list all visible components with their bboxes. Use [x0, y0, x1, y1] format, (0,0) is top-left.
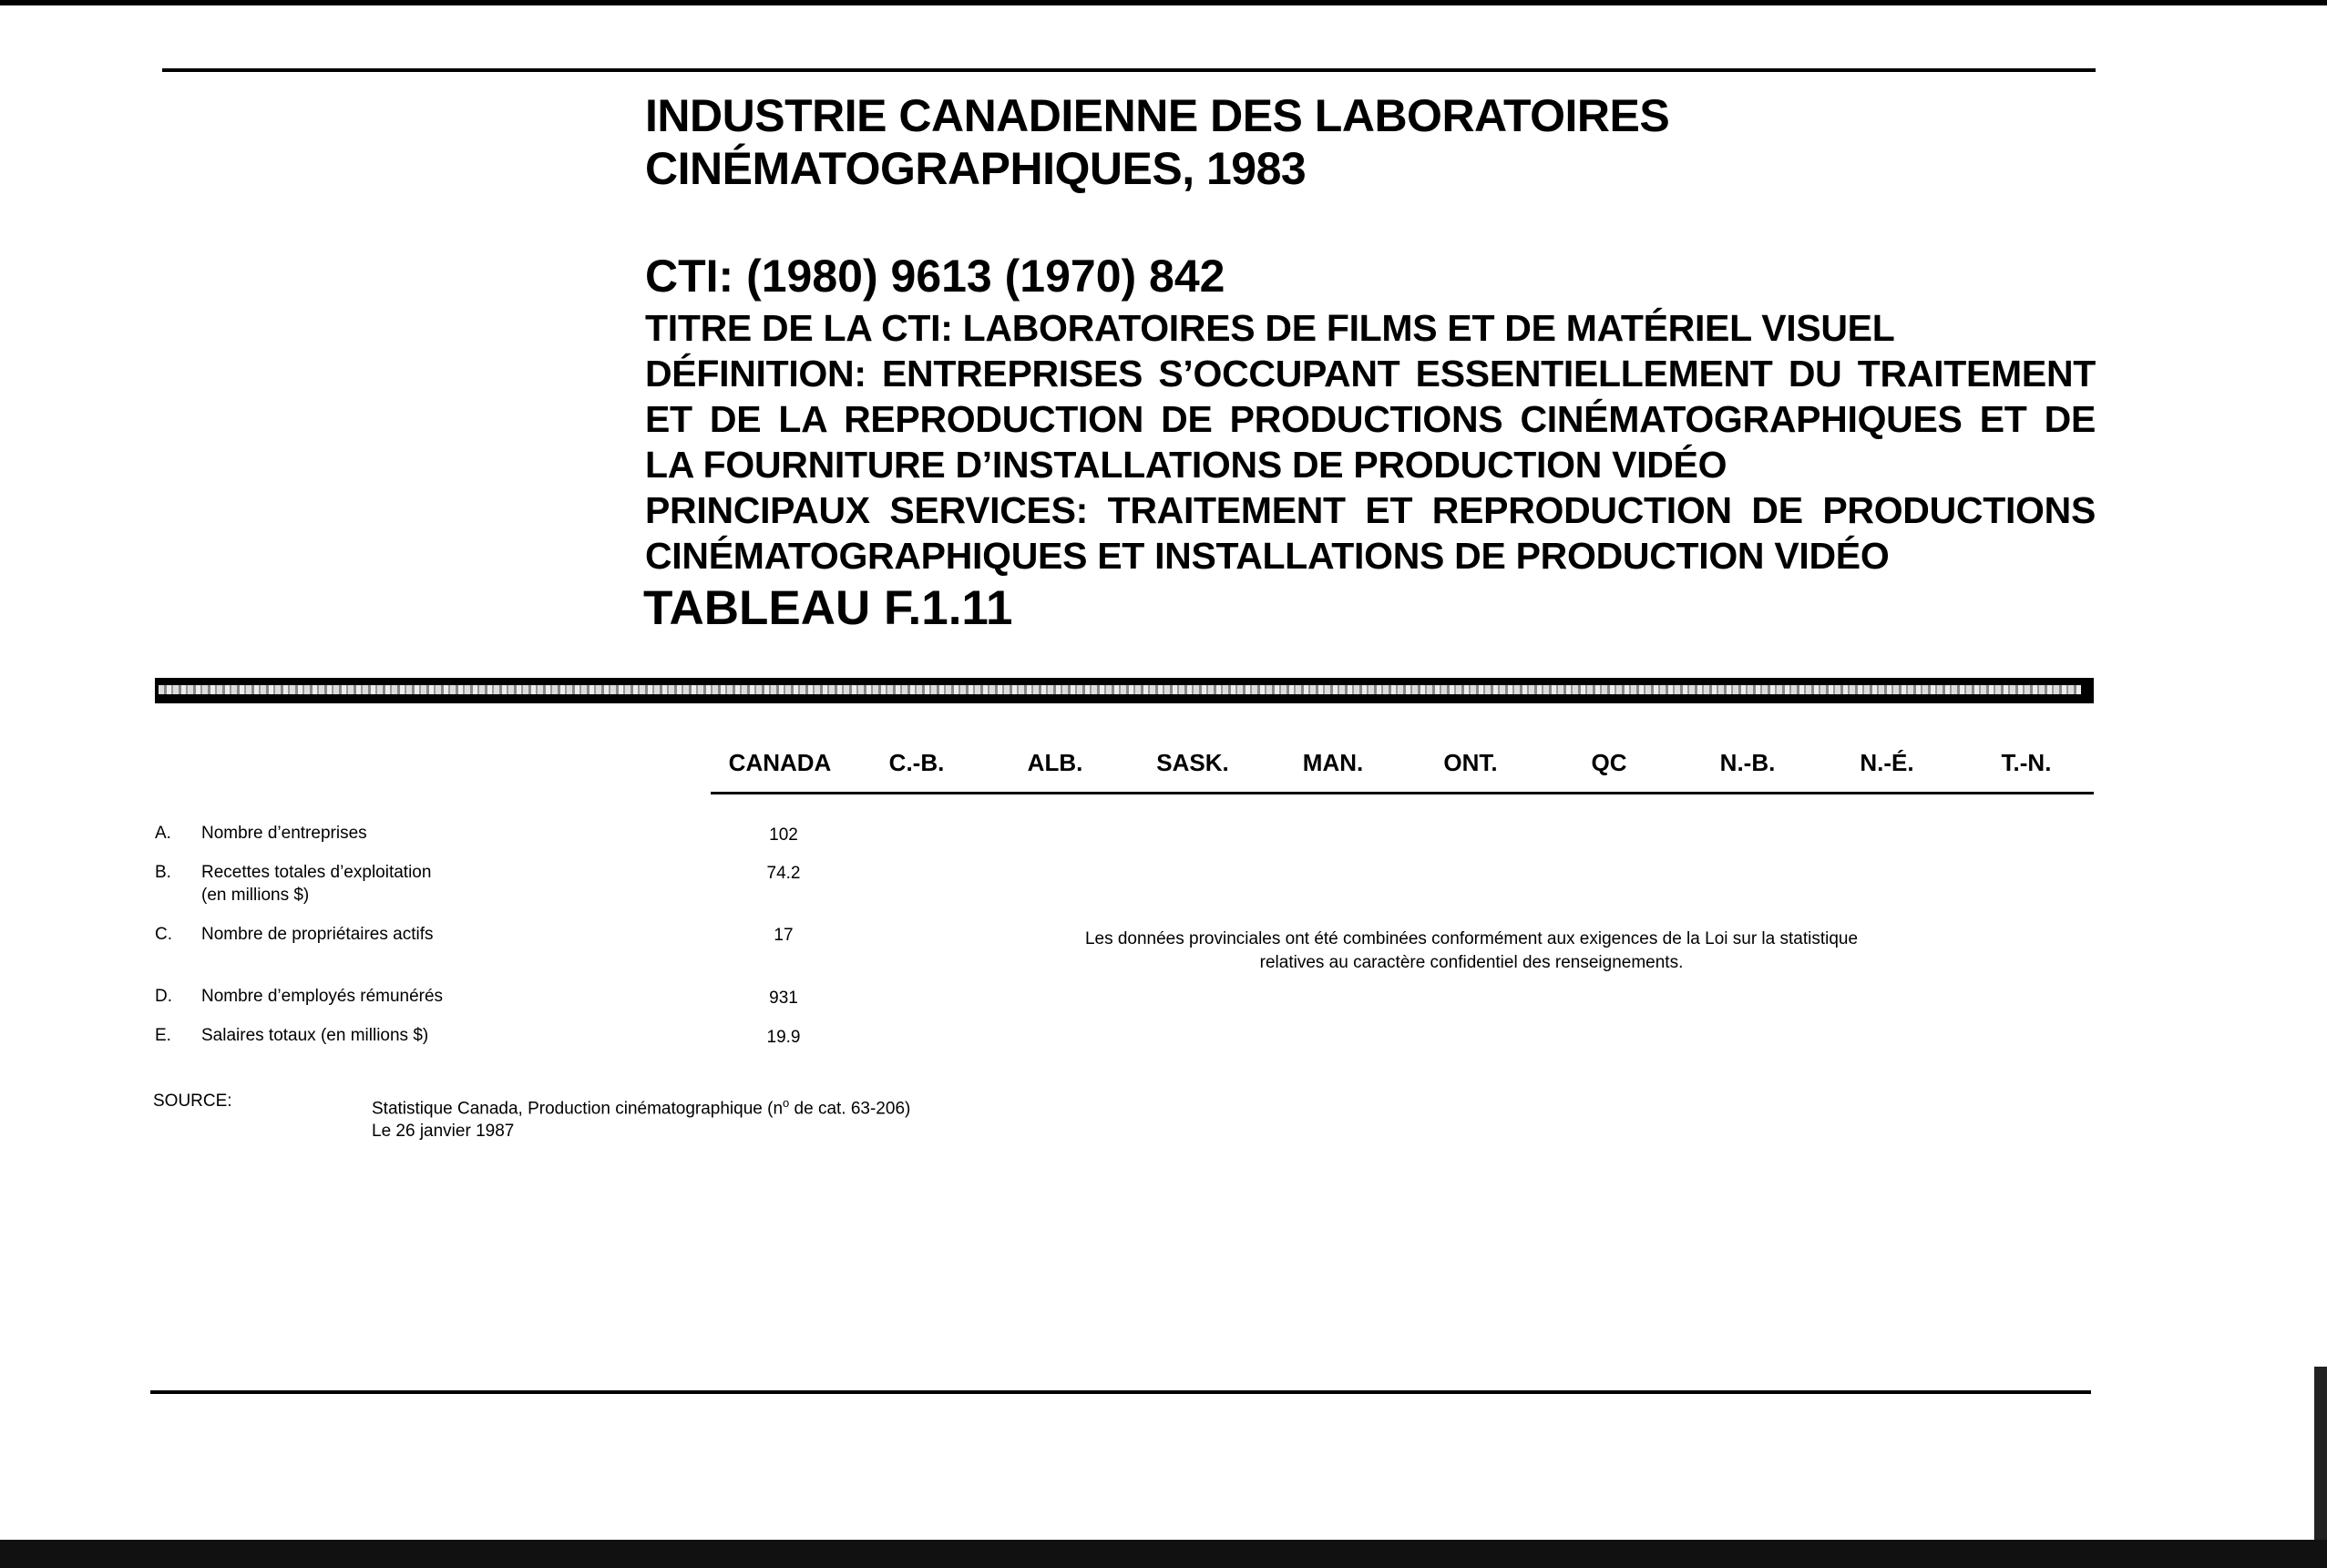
- row-label-b: [201, 861, 431, 907]
- row-letter-c: C.: [155, 925, 172, 944]
- definition-line-1: DÉFINITION: ENTREPRISES S’OCCUPANT ESSENTIELLEMENT DU TRAITEMENT: [645, 353, 2096, 395]
- column-header-alb: ALB.: [1027, 749, 1083, 776]
- row-value-d: 931: [769, 989, 798, 1008]
- row-letter-b: B.: [155, 863, 171, 882]
- row-label-a: Nombre d’entreprises: [201, 824, 367, 843]
- note-line-2: relatives au caractère confidentiel des renseignements.: [1259, 953, 1684, 972]
- confidentiality-note: [1002, 927, 1941, 975]
- row-letter-e: E.: [155, 1026, 171, 1045]
- column-header-sask: SASK.: [1156, 749, 1229, 776]
- definition-line-3: LA FOURNITURE D’INSTALLATIONS DE PRODUCTION VIDÉO: [645, 444, 1727, 486]
- scan-edge-top: [0, 0, 2327, 5]
- services-line-1: PRINCIPAUX SERVICES: TRAITEMENT ET REPRODUCTION DE PRODUCTIONS: [645, 489, 2096, 531]
- column-header-ont: ONT.: [1443, 749, 1498, 776]
- definition-line-2: ET DE LA REPRODUCTION DE PRODUCTIONS CINÉMATOGRAPHIQUES ET DE: [645, 398, 2096, 440]
- services-line-2: CINÉMATOGRAPHIQUES ET INSTALLATIONS DE PRODUCTION VIDÉO: [645, 535, 1890, 577]
- note-line-1: Les données provinciales ont été combinées conformément aux exigences de la Loi sur la statistique: [1084, 929, 1859, 948]
- row-label-b-line-1: Recettes totales d’exploitation: [201, 863, 432, 882]
- column-header-ne: N.-É.: [1860, 749, 1914, 776]
- document-title: [645, 89, 1669, 195]
- column-header-cb: C.-B.: [888, 749, 945, 776]
- source-line-2: Le 26 janvier 1987: [372, 1122, 515, 1142]
- row-value-b: 74.2: [766, 864, 801, 883]
- column-header-man: MAN.: [1302, 749, 1364, 776]
- bottom-rule: [150, 1390, 2091, 1394]
- column-header-tn: T.-N.: [2001, 749, 2052, 776]
- scan-edge-bottom: [0, 1540, 2327, 1568]
- column-header-canada: CANADA: [728, 749, 832, 776]
- cti-code: CTI: (1980) 9613 (1970) 842: [645, 251, 1225, 302]
- table-number: TABLEAU F.1.11: [643, 581, 1013, 635]
- source-citation: [372, 1091, 910, 1143]
- row-label-e: Salaires totaux (en millions $): [201, 1026, 429, 1045]
- row-letter-a: A.: [155, 824, 171, 843]
- table-header-bar: [155, 678, 2094, 703]
- scan-edge-right: [2314, 1367, 2327, 1568]
- row-value-a: 102: [769, 825, 798, 845]
- top-rule: [162, 68, 2096, 72]
- column-header-nb: N.-B.: [1719, 749, 1776, 776]
- column-header-qc: QC: [1591, 749, 1627, 776]
- row-label-b-line-2: (en millions $): [201, 886, 310, 905]
- row-label-d: Nombre d’employés rémunérés: [201, 987, 444, 1006]
- row-value-e: 19.9: [766, 1028, 801, 1047]
- source-label: SOURCE:: [153, 1091, 232, 1111]
- row-label-c: Nombre de propriétaires actifs: [201, 925, 434, 944]
- column-header-rule: [711, 792, 2094, 794]
- row-letter-d: D.: [155, 987, 172, 1006]
- row-value-c: 17: [774, 926, 794, 945]
- industry-description: [645, 305, 2096, 579]
- title-line-1: INDUSTRIE CANADIENNE DES LABORATOIRES: [645, 90, 1670, 141]
- cti-title: TITRE DE LA CTI: LABORATOIRES DE FILMS ET DE MATÉRIEL VISUEL: [645, 307, 1895, 349]
- source-line-1: Statistique Canada, Production cinématographique ($n^o$ de cat. 63-206): [372, 1096, 911, 1119]
- title-line-2: CINÉMATOGRAPHIQUES, 1983: [645, 143, 1307, 194]
